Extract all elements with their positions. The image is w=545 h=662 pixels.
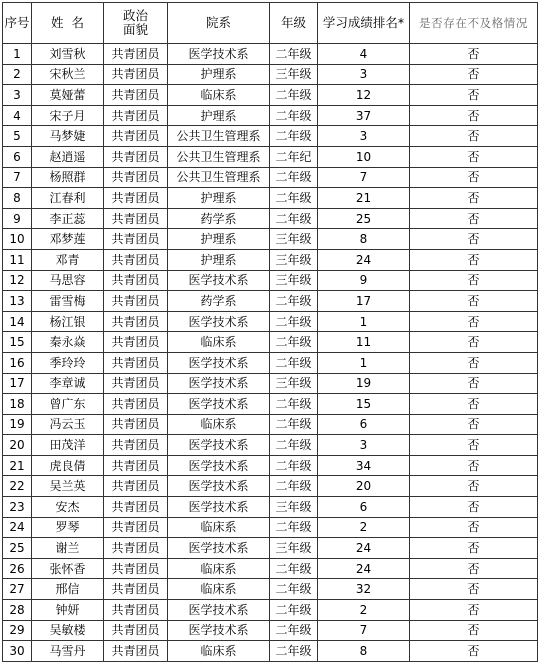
cell-name: 杨江银 bbox=[32, 311, 104, 332]
cell-fail: 否 bbox=[410, 455, 538, 476]
cell-rank: 7 bbox=[318, 167, 410, 188]
cell-politics: 共青团员 bbox=[104, 497, 168, 518]
table-row bbox=[3, 538, 538, 559]
cell-rank: 24 bbox=[318, 558, 410, 579]
cell-grade: 三年级 bbox=[270, 497, 318, 518]
cell-politics: 共青团员 bbox=[104, 126, 168, 147]
header-politics-line1: 政治 bbox=[122, 8, 148, 23]
header-index: 序号 bbox=[3, 3, 32, 44]
header-department: 院系 bbox=[168, 3, 270, 44]
cell-rank: 25 bbox=[318, 208, 410, 229]
header-grade: 年级 bbox=[270, 3, 318, 44]
cell-fail: 否 bbox=[410, 64, 538, 85]
cell-department: 医学技术系 bbox=[168, 44, 270, 65]
cell-department: 护理系 bbox=[168, 105, 270, 126]
cell-grade: 二年级 bbox=[270, 600, 318, 621]
cell-department: 医学技术系 bbox=[168, 538, 270, 559]
cell-name: 冯云玉 bbox=[32, 414, 104, 435]
table-row bbox=[3, 600, 538, 621]
cell-grade: 二年级 bbox=[270, 126, 318, 147]
cell-politics: 共青团员 bbox=[104, 558, 168, 579]
cell-rank: 15 bbox=[318, 394, 410, 415]
cell-department: 临床系 bbox=[168, 641, 270, 662]
cell-fail: 否 bbox=[410, 291, 538, 312]
cell-name: 吴敏楼 bbox=[32, 620, 104, 641]
cell-rank: 34 bbox=[318, 455, 410, 476]
cell-grade: 三年级 bbox=[270, 64, 318, 85]
cell-grade: 二年级 bbox=[270, 311, 318, 332]
cell-grade: 二年级 bbox=[270, 641, 318, 662]
student-table bbox=[2, 2, 538, 662]
cell-grade: 三年级 bbox=[270, 249, 318, 270]
cell-department: 公共卫生管理系 bbox=[168, 167, 270, 188]
cell-index: 6 bbox=[3, 146, 32, 167]
cell-index: 10 bbox=[3, 229, 32, 250]
cell-politics: 共青团员 bbox=[104, 146, 168, 167]
cell-rank: 7 bbox=[318, 620, 410, 641]
cell-index: 19 bbox=[3, 414, 32, 435]
cell-name: 马梦婕 bbox=[32, 126, 104, 147]
cell-rank: 12 bbox=[318, 85, 410, 106]
cell-rank: 3 bbox=[318, 64, 410, 85]
cell-politics: 共青团员 bbox=[104, 600, 168, 621]
cell-fail: 否 bbox=[410, 600, 538, 621]
cell-index: 26 bbox=[3, 558, 32, 579]
cell-department: 临床系 bbox=[168, 579, 270, 600]
table-row bbox=[3, 105, 538, 126]
cell-politics: 共青团员 bbox=[104, 620, 168, 641]
cell-politics: 共青团员 bbox=[104, 435, 168, 456]
cell-department: 公共卫生管理系 bbox=[168, 126, 270, 147]
cell-rank: 6 bbox=[318, 497, 410, 518]
cell-department: 公共卫生管理系 bbox=[168, 146, 270, 167]
table-row bbox=[3, 620, 538, 641]
table-row bbox=[3, 455, 538, 476]
cell-fail: 否 bbox=[410, 270, 538, 291]
cell-fail: 否 bbox=[410, 497, 538, 518]
cell-department: 临床系 bbox=[168, 85, 270, 106]
cell-politics: 共青团员 bbox=[104, 270, 168, 291]
cell-index: 12 bbox=[3, 270, 32, 291]
cell-politics: 共青团员 bbox=[104, 455, 168, 476]
table-row bbox=[3, 352, 538, 373]
cell-rank: 8 bbox=[318, 641, 410, 662]
cell-index: 4 bbox=[3, 105, 32, 126]
cell-rank: 20 bbox=[318, 476, 410, 497]
cell-rank: 21 bbox=[318, 188, 410, 209]
cell-department: 护理系 bbox=[168, 188, 270, 209]
cell-fail: 否 bbox=[410, 311, 538, 332]
cell-fail: 否 bbox=[410, 476, 538, 497]
cell-name: 钟妍 bbox=[32, 600, 104, 621]
cell-rank: 4 bbox=[318, 44, 410, 65]
cell-grade: 三年级 bbox=[270, 229, 318, 250]
table-row bbox=[3, 517, 538, 538]
cell-index: 21 bbox=[3, 455, 32, 476]
cell-rank: 2 bbox=[318, 600, 410, 621]
cell-grade: 二年级 bbox=[270, 476, 318, 497]
table-row bbox=[3, 476, 538, 497]
cell-grade: 二年级 bbox=[270, 414, 318, 435]
cell-index: 15 bbox=[3, 332, 32, 353]
header-fail: 是否存在不及格情况 bbox=[410, 3, 538, 44]
cell-rank: 3 bbox=[318, 435, 410, 456]
cell-politics: 共青团员 bbox=[104, 373, 168, 394]
cell-fail: 否 bbox=[410, 105, 538, 126]
cell-name: 江春利 bbox=[32, 188, 104, 209]
cell-index: 28 bbox=[3, 600, 32, 621]
cell-name: 田茂洋 bbox=[32, 435, 104, 456]
cell-name: 李章诚 bbox=[32, 373, 104, 394]
cell-fail: 否 bbox=[410, 373, 538, 394]
cell-grade: 二年级 bbox=[270, 517, 318, 538]
cell-name: 李正蕊 bbox=[32, 208, 104, 229]
table-row bbox=[3, 414, 538, 435]
cell-grade: 二年级 bbox=[270, 579, 318, 600]
cell-index: 7 bbox=[3, 167, 32, 188]
table-row bbox=[3, 146, 538, 167]
cell-fail: 否 bbox=[410, 435, 538, 456]
cell-rank: 24 bbox=[318, 538, 410, 559]
cell-politics: 共青团员 bbox=[104, 352, 168, 373]
cell-name: 罗琴 bbox=[32, 517, 104, 538]
cell-index: 13 bbox=[3, 291, 32, 312]
cell-grade: 二年级 bbox=[270, 394, 318, 415]
cell-grade: 三年级 bbox=[270, 270, 318, 291]
cell-politics: 共青团员 bbox=[104, 229, 168, 250]
cell-department: 医学技术系 bbox=[168, 270, 270, 291]
cell-fail: 否 bbox=[410, 414, 538, 435]
table-row bbox=[3, 332, 538, 353]
cell-name: 邢信 bbox=[32, 579, 104, 600]
table-row bbox=[3, 311, 538, 332]
cell-department: 临床系 bbox=[168, 517, 270, 538]
cell-name: 谢兰 bbox=[32, 538, 104, 559]
cell-rank: 32 bbox=[318, 579, 410, 600]
cell-rank: 1 bbox=[318, 311, 410, 332]
cell-grade: 二年级 bbox=[270, 188, 318, 209]
table-row bbox=[3, 167, 538, 188]
cell-name: 雷雪梅 bbox=[32, 291, 104, 312]
cell-rank: 9 bbox=[318, 270, 410, 291]
cell-politics: 共青团员 bbox=[104, 332, 168, 353]
cell-fail: 否 bbox=[410, 558, 538, 579]
table-row bbox=[3, 229, 538, 250]
table-row bbox=[3, 85, 538, 106]
cell-grade: 二年级 bbox=[270, 620, 318, 641]
cell-grade: 二年级 bbox=[270, 208, 318, 229]
cell-politics: 共青团员 bbox=[104, 188, 168, 209]
cell-name: 吴兰英 bbox=[32, 476, 104, 497]
cell-name: 刘雪秋 bbox=[32, 44, 104, 65]
cell-name: 张怀香 bbox=[32, 558, 104, 579]
cell-name: 季玲玲 bbox=[32, 352, 104, 373]
cell-department: 医学技术系 bbox=[168, 352, 270, 373]
table-row bbox=[3, 208, 538, 229]
header-politics-line2: 面貌 bbox=[122, 22, 148, 37]
cell-grade: 二年级 bbox=[270, 435, 318, 456]
cell-index: 27 bbox=[3, 579, 32, 600]
cell-politics: 共青团员 bbox=[104, 105, 168, 126]
cell-name: 宋秋兰 bbox=[32, 64, 104, 85]
cell-fail: 否 bbox=[410, 641, 538, 662]
cell-department: 医学技术系 bbox=[168, 394, 270, 415]
cell-name: 宋子月 bbox=[32, 105, 104, 126]
cell-politics: 共青团员 bbox=[104, 85, 168, 106]
cell-rank: 8 bbox=[318, 229, 410, 250]
cell-department: 医学技术系 bbox=[168, 476, 270, 497]
cell-grade: 二年级 bbox=[270, 332, 318, 353]
cell-department: 临床系 bbox=[168, 414, 270, 435]
cell-index: 3 bbox=[3, 85, 32, 106]
cell-rank: 3 bbox=[318, 126, 410, 147]
cell-index: 23 bbox=[3, 497, 32, 518]
cell-grade: 二年纪 bbox=[270, 146, 318, 167]
cell-name: 邓青 bbox=[32, 249, 104, 270]
table-row bbox=[3, 44, 538, 65]
cell-fail: 否 bbox=[410, 146, 538, 167]
cell-department: 药学系 bbox=[168, 208, 270, 229]
cell-politics: 共青团员 bbox=[104, 208, 168, 229]
table-row bbox=[3, 126, 538, 147]
cell-politics: 共青团员 bbox=[104, 414, 168, 435]
table-row bbox=[3, 579, 538, 600]
cell-department: 护理系 bbox=[168, 229, 270, 250]
cell-fail: 否 bbox=[410, 538, 538, 559]
cell-department: 护理系 bbox=[168, 249, 270, 270]
cell-politics: 共青团员 bbox=[104, 579, 168, 600]
cell-index: 9 bbox=[3, 208, 32, 229]
table-row bbox=[3, 641, 538, 662]
cell-fail: 否 bbox=[410, 394, 538, 415]
cell-rank: 1 bbox=[318, 352, 410, 373]
cell-department: 医学技术系 bbox=[168, 620, 270, 641]
cell-fail: 否 bbox=[410, 126, 538, 147]
cell-fail: 否 bbox=[410, 517, 538, 538]
cell-grade: 二年级 bbox=[270, 85, 318, 106]
cell-department: 药学系 bbox=[168, 291, 270, 312]
cell-name: 虎良倩 bbox=[32, 455, 104, 476]
cell-rank: 2 bbox=[318, 517, 410, 538]
cell-rank: 19 bbox=[318, 373, 410, 394]
cell-fail: 否 bbox=[410, 208, 538, 229]
cell-politics: 共青团员 bbox=[104, 167, 168, 188]
cell-index: 5 bbox=[3, 126, 32, 147]
cell-grade: 二年级 bbox=[270, 558, 318, 579]
table-row bbox=[3, 558, 538, 579]
cell-department: 临床系 bbox=[168, 558, 270, 579]
cell-name: 莫娅蕾 bbox=[32, 85, 104, 106]
header-row bbox=[3, 3, 538, 44]
cell-fail: 否 bbox=[410, 249, 538, 270]
cell-politics: 共青团员 bbox=[104, 291, 168, 312]
cell-fail: 否 bbox=[410, 332, 538, 353]
cell-grade: 二年级 bbox=[270, 291, 318, 312]
table-row bbox=[3, 270, 538, 291]
cell-name: 马思容 bbox=[32, 270, 104, 291]
cell-grade: 二年级 bbox=[270, 105, 318, 126]
cell-fail: 否 bbox=[410, 44, 538, 65]
cell-fail: 否 bbox=[410, 167, 538, 188]
cell-index: 30 bbox=[3, 641, 32, 662]
table-row bbox=[3, 188, 538, 209]
cell-index: 11 bbox=[3, 249, 32, 270]
table-row bbox=[3, 291, 538, 312]
cell-fail: 否 bbox=[410, 85, 538, 106]
cell-rank: 10 bbox=[318, 146, 410, 167]
table-row bbox=[3, 249, 538, 270]
cell-index: 18 bbox=[3, 394, 32, 415]
cell-department: 医学技术系 bbox=[168, 455, 270, 476]
cell-fail: 否 bbox=[410, 352, 538, 373]
cell-politics: 共青团员 bbox=[104, 311, 168, 332]
cell-fail: 否 bbox=[410, 188, 538, 209]
cell-rank: 11 bbox=[318, 332, 410, 353]
cell-index: 8 bbox=[3, 188, 32, 209]
cell-grade: 三年级 bbox=[270, 373, 318, 394]
cell-index: 29 bbox=[3, 620, 32, 641]
header-rank: 学习成绩排名* bbox=[318, 3, 410, 44]
cell-politics: 共青团员 bbox=[104, 394, 168, 415]
cell-politics: 共青团员 bbox=[104, 517, 168, 538]
cell-department: 医学技术系 bbox=[168, 373, 270, 394]
cell-politics: 共青团员 bbox=[104, 44, 168, 65]
cell-fail: 否 bbox=[410, 579, 538, 600]
cell-index: 16 bbox=[3, 352, 32, 373]
cell-politics: 共青团员 bbox=[104, 64, 168, 85]
cell-rank: 37 bbox=[318, 105, 410, 126]
cell-name: 邓梦莲 bbox=[32, 229, 104, 250]
cell-department: 医学技术系 bbox=[168, 497, 270, 518]
cell-politics: 共青团员 bbox=[104, 538, 168, 559]
table-row bbox=[3, 373, 538, 394]
cell-name: 秦永焱 bbox=[32, 332, 104, 353]
cell-politics: 共青团员 bbox=[104, 476, 168, 497]
cell-index: 14 bbox=[3, 311, 32, 332]
cell-department: 医学技术系 bbox=[168, 435, 270, 456]
header-politics bbox=[104, 3, 168, 44]
cell-grade: 二年级 bbox=[270, 167, 318, 188]
cell-rank: 6 bbox=[318, 414, 410, 435]
cell-grade: 二年级 bbox=[270, 352, 318, 373]
cell-fail: 否 bbox=[410, 229, 538, 250]
table-row bbox=[3, 435, 538, 456]
cell-name: 马雪丹 bbox=[32, 641, 104, 662]
cell-department: 医学技术系 bbox=[168, 600, 270, 621]
cell-rank: 24 bbox=[318, 249, 410, 270]
cell-name: 安杰 bbox=[32, 497, 104, 518]
cell-grade: 三年级 bbox=[270, 538, 318, 559]
cell-index: 25 bbox=[3, 538, 32, 559]
cell-index: 20 bbox=[3, 435, 32, 456]
table-body bbox=[3, 44, 538, 662]
table-row bbox=[3, 394, 538, 415]
cell-grade: 二年级 bbox=[270, 455, 318, 476]
cell-department: 护理系 bbox=[168, 64, 270, 85]
cell-index: 22 bbox=[3, 476, 32, 497]
cell-grade: 二年级 bbox=[270, 44, 318, 65]
table-row bbox=[3, 64, 538, 85]
cell-index: 1 bbox=[3, 44, 32, 65]
table-row bbox=[3, 497, 538, 518]
cell-department: 医学技术系 bbox=[168, 311, 270, 332]
cell-department: 临床系 bbox=[168, 332, 270, 353]
header-name: 姓 名 bbox=[32, 3, 104, 44]
cell-index: 17 bbox=[3, 373, 32, 394]
cell-politics: 共青团员 bbox=[104, 641, 168, 662]
cell-index: 2 bbox=[3, 64, 32, 85]
cell-politics: 共青团员 bbox=[104, 249, 168, 270]
cell-rank: 17 bbox=[318, 291, 410, 312]
cell-name: 曾广东 bbox=[32, 394, 104, 415]
cell-index: 24 bbox=[3, 517, 32, 538]
student-table-container bbox=[2, 2, 538, 662]
cell-name: 赵逍遥 bbox=[32, 146, 104, 167]
cell-fail: 否 bbox=[410, 620, 538, 641]
cell-name: 杨照群 bbox=[32, 167, 104, 188]
